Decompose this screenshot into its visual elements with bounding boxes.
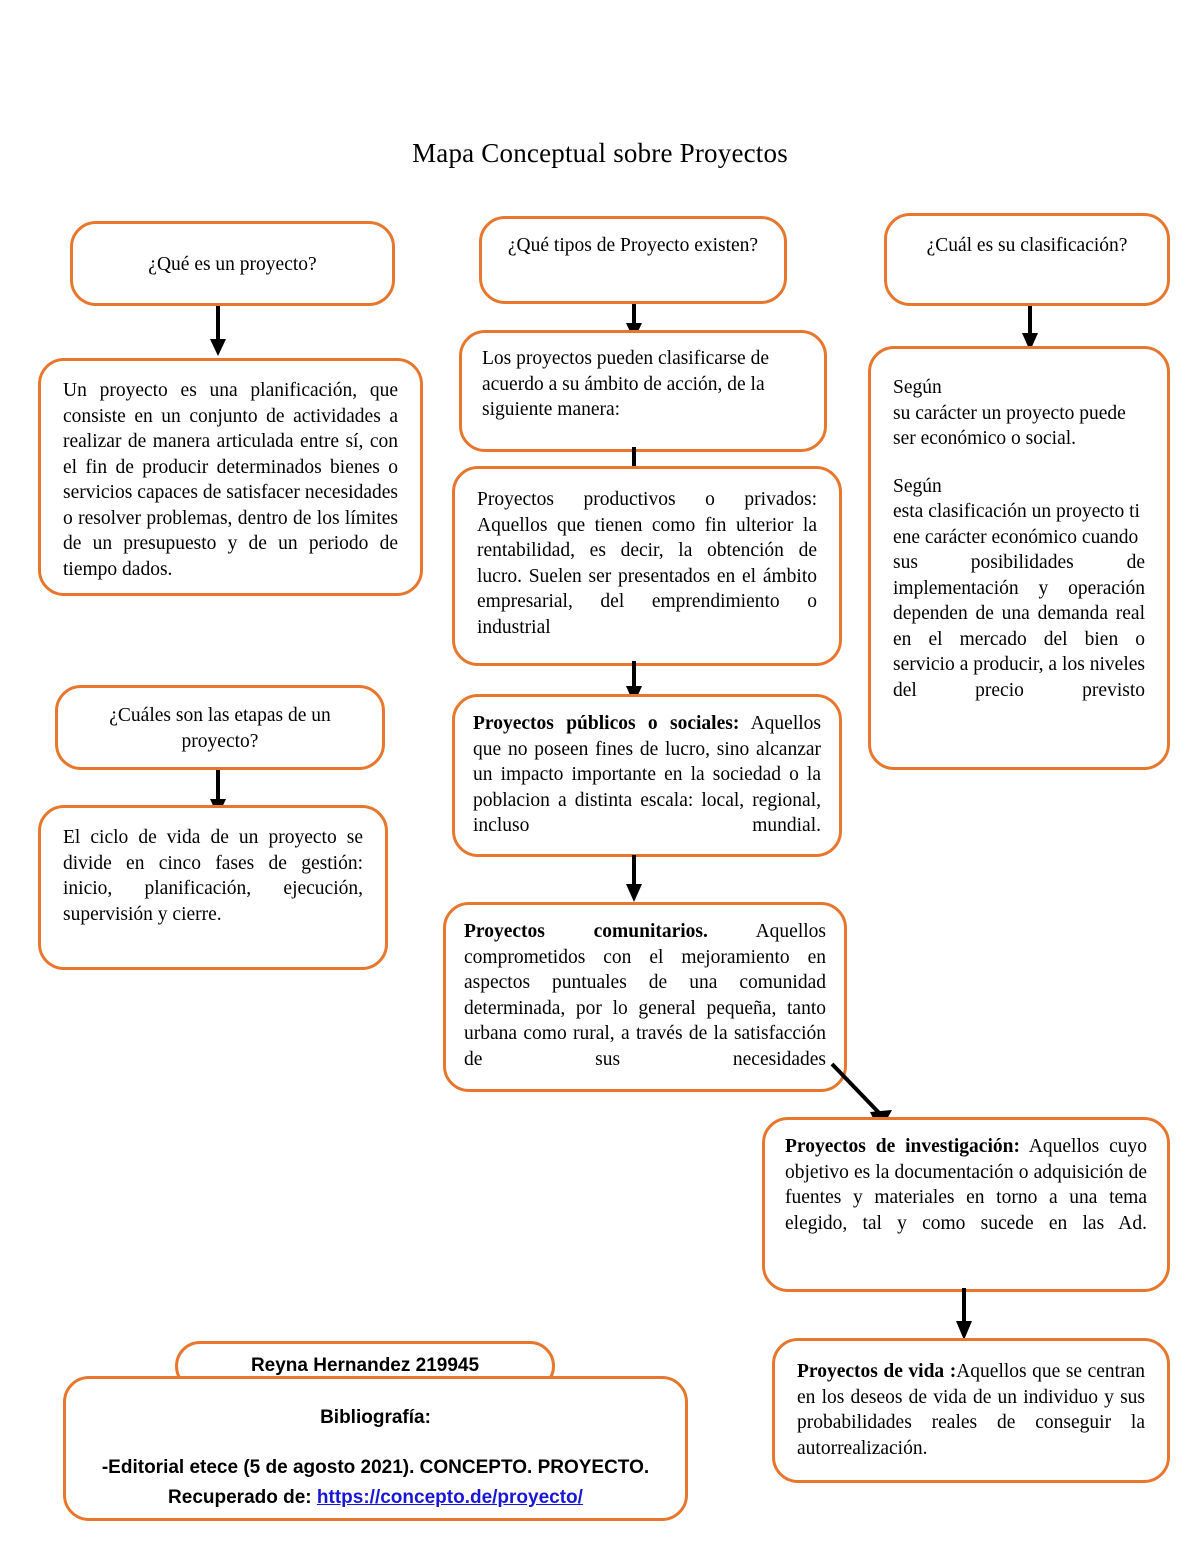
- bibliografia-recuperado-label: Recuperado de:: [168, 1487, 312, 1508]
- node-proyectos-comunitarios-body: Aquellos comprometidos con el mejoramiento en aspectos puntuales de una comunidad determinada, por lo general pequeña, tanto urbana como rural, a través de la satisfacción de sus necesidades: [464, 921, 826, 1070]
- segun-3-body: sus posibilidades de implementación y operación dependen de una demanda real en el mercado del bien o servicio a producir, a los niveles del precio previsto: [893, 552, 1145, 701]
- arrow-type2-to-type3: [622, 855, 646, 905]
- node-que-tipos-existen: [479, 216, 787, 304]
- node-cuales-etapas: [55, 685, 385, 770]
- node-que-es-un-proyecto: [70, 221, 395, 306]
- node-proyectos-comunitarios: [443, 902, 847, 1092]
- segun-1-head: Según: [893, 377, 942, 398]
- bibliografia-link[interactable]: https://concepto.de/proyecto/: [316, 1487, 583, 1508]
- bibliografia-title: Bibliografía:: [320, 1407, 431, 1428]
- arrow-type4-to-type5: [952, 1288, 976, 1344]
- node-proyectos-de-vida: [772, 1338, 1170, 1483]
- segun-2-head: Según: [893, 475, 942, 497]
- node-cual-clasificacion-label: ¿Cuál es su clasificación?: [926, 235, 1128, 256]
- node-proyectos-productivos-body: Aquellos que tienen como fin ulterior la rentabilidad, es decir, la obtención de lucro. Suelen ser presentados en el ámbito empresarial, del emprendimiento o industrial: [477, 514, 817, 638]
- node-proyectos-investigacion: [762, 1117, 1170, 1292]
- node-que-es-un-proyecto-label: ¿Qué es un proyecto?: [148, 254, 317, 275]
- bibliografia-line-1: -Editorial etece (5 de agosto 2021). CONCEPTO. PROYECTO.: [101, 1457, 650, 1478]
- node-proyectos-investigacion-lead: Proyectos de investigación:: [785, 1136, 1020, 1157]
- segun-1-body: su carácter un proyecto puede ser económico o social.: [893, 402, 1126, 449]
- node-proyectos-publicos: [452, 694, 842, 857]
- node-proyectos-investigacion-text: [765, 1134, 1167, 1262]
- arrow-q1-to-a1: [206, 306, 230, 358]
- node-segun-caracter-text: [871, 375, 1167, 729]
- page-title: Mapa Conceptual sobre Proyectos: [412, 138, 788, 168]
- node-definicion-proyecto: [38, 358, 423, 596]
- segun-2-body: esta clasificación un proyecto ti ene carácter económico cuando: [893, 501, 1140, 548]
- node-que-tipos-existen-label: ¿Qué tipos de Proyecto existen?: [507, 235, 759, 256]
- node-proyectos-productivos-text: [455, 487, 839, 666]
- node-proyectos-de-vida-lead: Proyectos de vida :: [797, 1361, 957, 1382]
- node-proyectos-comunitarios-lead: Proyectos comunitarios.: [464, 921, 708, 942]
- node-bibliografia: [63, 1376, 688, 1521]
- bibliografia-line-2: [66, 1487, 685, 1509]
- node-proyectos-productivos: [452, 466, 842, 666]
- node-proyectos-de-vida-text: [775, 1359, 1167, 1487]
- node-cuales-etapas-label: ¿Cuáles son las etapas de un proyecto?: [109, 705, 331, 752]
- node-proyectos-productivos-lead: Proyectos productivos o privados:: [477, 489, 817, 510]
- author-label: Reyna Hernandez 219945: [250, 1355, 480, 1376]
- node-ciclo-de-vida-text: El ciclo de vida de un proyecto se divide en cinco fases de gestión: inicio, planificación, ejecución, supervisión y cierre.: [63, 827, 363, 925]
- node-clasificacion-intro: [459, 330, 827, 452]
- node-proyectos-publicos-lead: Proyectos públicos o sociales:: [473, 713, 740, 734]
- node-cual-clasificacion: [884, 213, 1170, 306]
- node-proyectos-investigacion-body: Aquellos cuyo objetivo es la documentación o adquisición de fuentes y materiales en torno a una tema elegido, tal y como sucede en las Ad.: [785, 1136, 1147, 1234]
- node-proyectos-de-vida-body: Aquellos que se centran en los deseos de vida de un individuo y sus probabilidades reales de conseguir la autorrealización.: [797, 1361, 1145, 1459]
- node-ciclo-de-vida: [38, 805, 388, 970]
- node-proyectos-comunitarios-text: [446, 919, 844, 1098]
- node-definicion-proyecto-text: Un proyecto es una planificación, que consiste en un conjunto de actividades a realizar de manera articulada entre sí, con el fin de producir determinados bienes o servicios capaces de satisfacer necesidades o resolver problemas, dentro de los límites de un presupuesto y de un periodo de tiempo dados.: [63, 380, 398, 580]
- node-clasificacion-intro-text: Los proyectos pueden clasificarse de acuerdo a su ámbito de acción, de la siguiente manera:: [482, 348, 769, 420]
- node-proyectos-publicos-text: [455, 711, 839, 864]
- node-segun-caracter: [868, 346, 1170, 770]
- node-proyectos-publicos-body: Aquellos que no poseen fines de lucro, sino alcanzar un impacto importante en la sociedad o la poblacion a distinta escala: local, regional, incluso mundial.: [473, 713, 821, 836]
